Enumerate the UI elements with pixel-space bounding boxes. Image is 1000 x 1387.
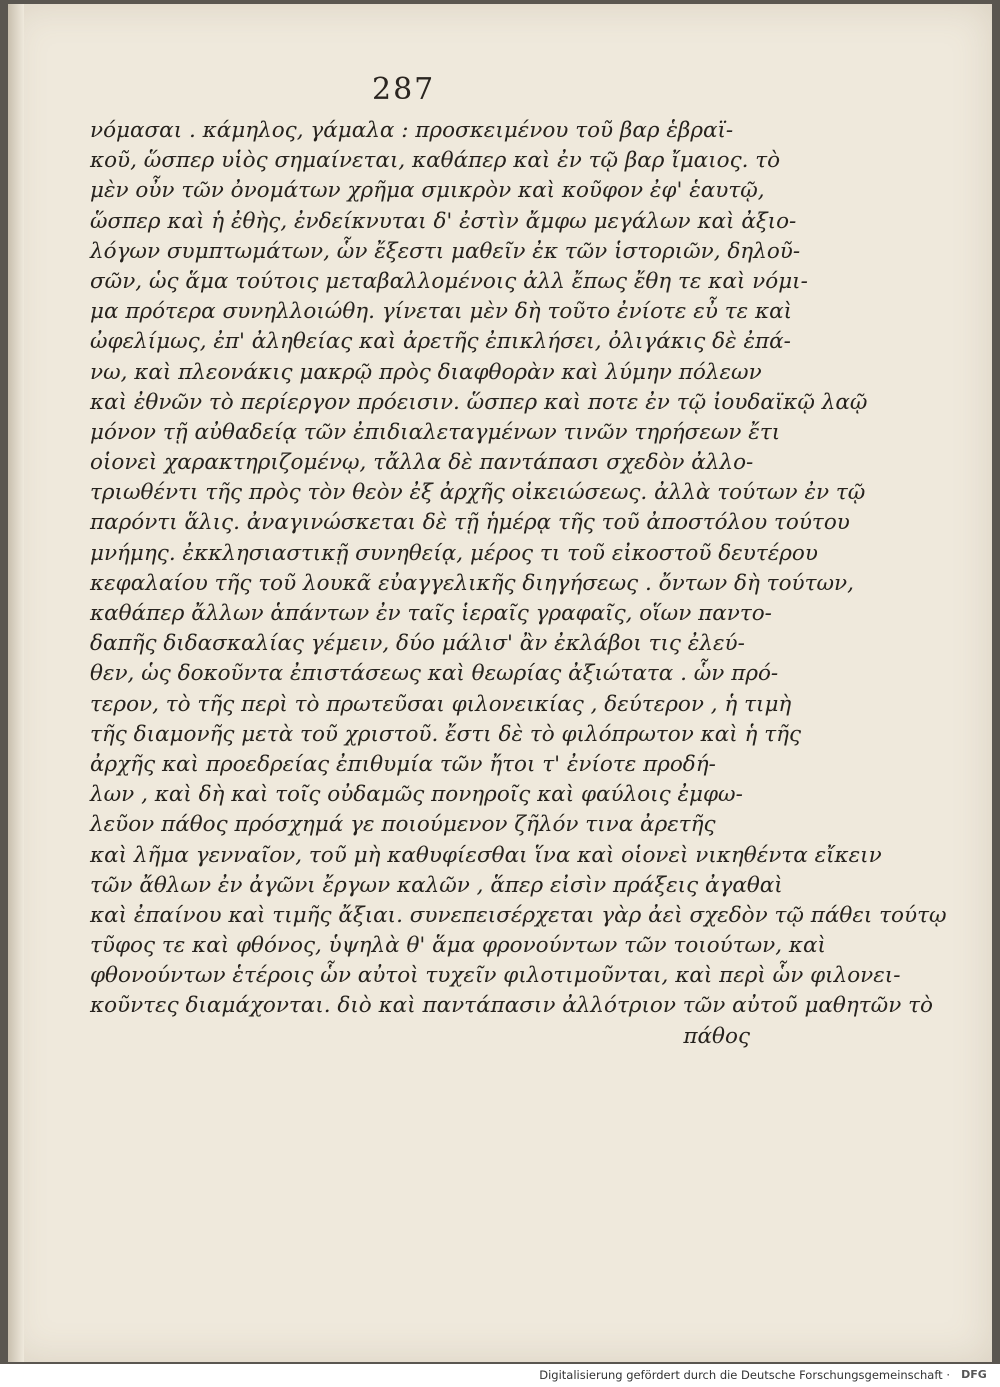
text-line: ἀρχῆς καὶ προεδρείας ἐπιθυμία τῶν ἤτοι τ' ἐνίοτε προδή- [90,751,716,777]
text-line: τῆς διαμονῆς μετὰ τοῦ χριστοῦ. ἔστι δὲ τὸ φιλόπρωτον καὶ ἡ τῆς [90,721,802,747]
text-line: φθονούντων ἑτέροις ὧν αὐτοὶ τυχεῖν φιλοτιμοῦνται, καὶ περὶ ὧν φιλονει- [90,963,901,989]
text-line: λόγων συμπτωμάτων, ὧν ἔξεστι μαθεῖν ἐκ τῶν ἱστοριῶν, δηλοῦ- [90,238,801,264]
text-line: λων , καὶ δὴ καὶ τοῖς οὐδαμῶς πονηροῖς καὶ φαύλοις ἐμφω- [90,782,743,808]
dfg-logo: DFG [961,1368,987,1381]
text-line: καθάπερ ἄλλων ἁπάντων ἐν ταῖς ἱεραῖς γραφαῖς, οἵων παντο- [90,601,772,626]
text-line: λεῦον πάθος πρόσχημά γε ποιούμενον ζῆλόν τινα ἀρετῆς [90,812,716,838]
text-line: ὥσπερ καὶ ἡ ἐθὴς, ἐνδείκνυται δ' ἐστὶν ἄμφω μεγάλων καὶ ἀξιο- [90,208,797,234]
text-line: νόμασαι . κάμηλος, γάμαλα : προσκειμένου τοῦ βαρ ἑβραϊ- [90,118,734,143]
text-line: τῦφος τε καὶ φθόνος, ὑψηλὰ θ' ἅμα φρονούντων τῶν τοιούτων, καὶ [90,933,826,959]
page-gutter-shadow [8,4,24,1362]
text-line: ὠφελίμως, ἐπ' ἀληθείας καὶ ἀρετῆς ἐπικλήσει, ὀλιγάκις δὲ ἐπά- [90,329,791,355]
text-line: οἱονεὶ χαρακτηριζομένῳ, τἄλλα δὲ παντάπασι σχεδὸν ἀλλο- [90,450,754,476]
text-line: καὶ λῆμα γενναῖον, τοῦ μὴ καθυφίεσθαι ἵνα καὶ οἱονεὶ νικηθέντα εἴκειν [90,842,882,868]
text-line: νω, καὶ πλεονάκις μακρῷ πρὸς διαφθορὰν καὶ λύμην πόλεων [90,359,762,385]
text-line: καὶ ἐθνῶν τὸ περίεργον πρόεισιν. ὥσπερ καὶ ποτε ἐν τῷ ἰουδαϊκῷ λαῷ [90,389,868,415]
text-line: μα πρότερα συνηλλοιώθη. γίνεται μὲν δὴ τοῦτο ἐνίοτε εὖ τε καὶ [90,299,793,325]
greek-text-block [90,116,947,1052]
text-line: κοῦ, ὥσπερ υἱὸς σημαίνεται, καθάπερ καὶ ἐν τῷ βαρ ἴμαιος. τὸ [90,148,781,174]
footer-bar [0,1364,1000,1387]
book-page [8,4,992,1362]
text-line: σῶν, ὡς ἅμα τούτοις μεταβαλλομένοις ἀλλ ἔπως ἔθη τε καὶ νόμι- [90,268,808,294]
text-line: κεφαλαίου τῆς τοῦ λουκᾶ εὐαγγελικῆς διηγήσεως . ὄντων δὴ τούτων, [90,570,854,596]
text-line: μνήμης. ἐκκλησιαστικῇ συνηθείᾳ, μέρος τι τοῦ εἰκοστοῦ δευτέρου [90,540,818,566]
text-line: τριωθέντι τῆς πρὸς τὸν θεὸν ἐξ ἀρχῆς οἰκειώσεως. ἀλλὰ τούτων ἐν τῷ [90,480,866,506]
text-line: τῶν ἄθλων ἐν ἀγῶνι ἔργων καλῶν , ἅπερ εἰσὶν πράξεις ἀγαθαὶ [90,872,783,898]
text-line: τερον, τὸ τῆς περὶ τὸ πρωτεῦσαι φιλονεικίας , δεύτερον , ἡ τιμὴ [90,691,792,717]
text-line: καὶ ἐπαίνου καὶ τιμῆς ἄξιαι. συνεπεισέρχεται γὰρ ἀεὶ σχεδὸν τῷ πάθει τούτῳ [90,902,947,928]
text-line: πάθος [683,1023,750,1049]
text-line: μὲν οὖν τῶν ὀνομάτων χρῆμα σμικρὸν καὶ κοῦφον ἐφ' ἑαυτῷ, [90,178,765,204]
text-line: θεν, ὡς δοκοῦντα ἐπιστάσεως καὶ θεωρίας ἀξιώτατα . ὧν πρό- [90,661,779,687]
funding-credit: Digitalisierung gefördert durch die Deutsche Forschungsgemeinschaft · [539,1368,950,1382]
text-line: μόνον τῇ αὐθαδείᾳ τῶν ἐπιδιαλεταγμένων τινῶν τηρήσεων ἔτι [90,419,781,445]
text-line: δαπῆς διδασκαλίας γέμειν, δύο μάλισ' ἂν ἐκλάβοι τις ἐλεύ- [90,631,745,657]
page-number: 287 [372,72,436,107]
text-line: κοῦντες διαμάχονται. διὸ καὶ παντάπασιν ἀλλότριον τῶν αὐτοῦ μαθητῶν τὸ [90,993,933,1019]
text-line: παρόντι ἅλις. ἀναγινώσκεται δὲ τῇ ἡμέρᾳ τῆς τοῦ ἀποστόλου τούτου [90,510,850,536]
